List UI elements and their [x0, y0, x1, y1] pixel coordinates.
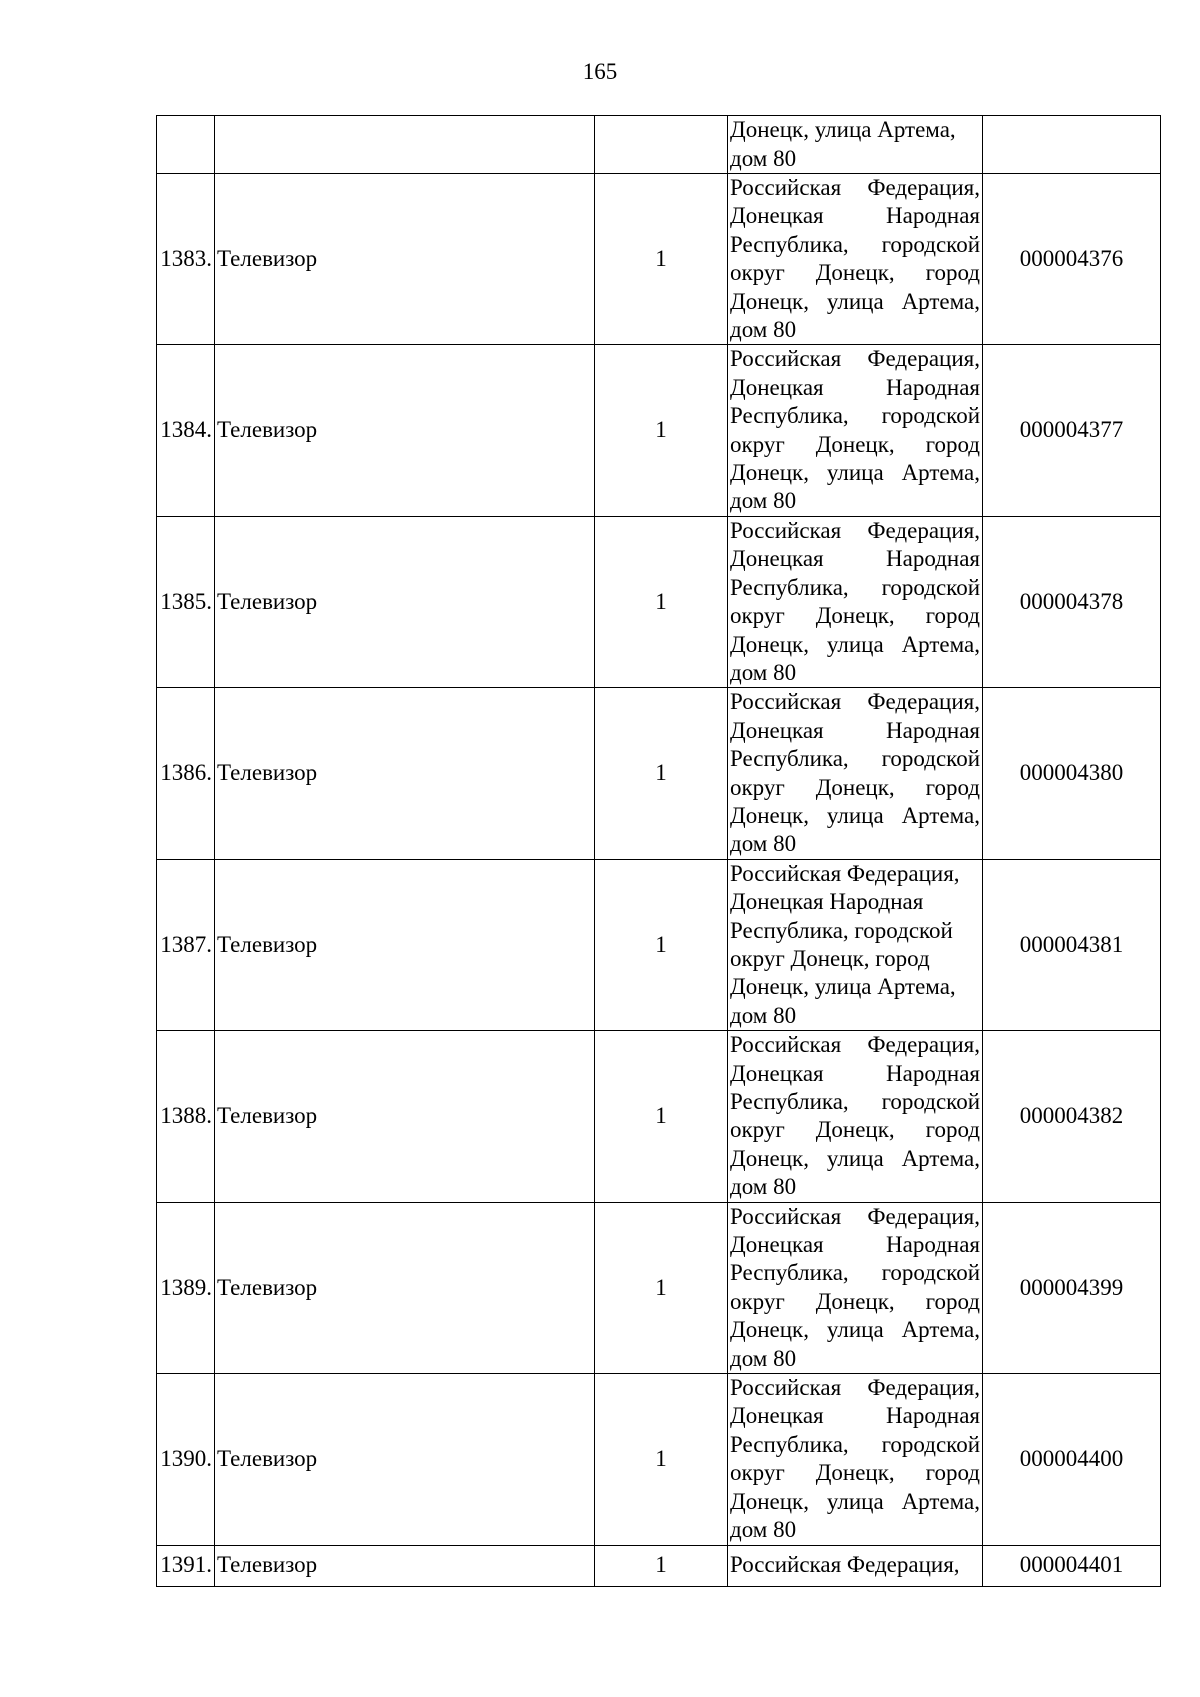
row-number-cell: 1383. [157, 174, 215, 345]
address-cell: Донецк, улица Артема, дом 80 [728, 116, 983, 174]
quantity-cell: 1 [595, 859, 728, 1030]
quantity-cell: 1 [595, 1374, 728, 1545]
quantity-cell: 1 [595, 1202, 728, 1373]
row-number-cell [157, 116, 215, 174]
row-number-cell: 1389. [157, 1202, 215, 1373]
row-number-cell: 1387. [157, 859, 215, 1030]
quantity-cell: 1 [595, 1031, 728, 1202]
item-name-cell: Телевизор [215, 345, 595, 516]
inventory-number-cell: 000004382 [983, 1031, 1161, 1202]
table-row [157, 345, 1161, 516]
address-cell: Российская Федерация, Донецкая Народная Республика, городской округ Донецк, город Донецк, улица Артема, дом 80 [728, 859, 983, 1030]
address-cell: Российская Федерация, Донецкая Народная Республика, городской округ Донецк, город Донецк, улица Артема, дом 80 [728, 174, 983, 345]
item-name-cell: Телевизор [215, 859, 595, 1030]
row-number-cell: 1385. [157, 516, 215, 687]
inventory-number-cell: 000004380 [983, 688, 1161, 859]
table-row-continued [157, 116, 1161, 174]
address-cell: Российская Федерация, Донецкая Народная Республика, городской округ Донецк, город Донецк, улица Артема, дом 80 [728, 1202, 983, 1373]
table-row [157, 1031, 1161, 1202]
inventory-number-cell: 000004377 [983, 345, 1161, 516]
quantity-cell: 1 [595, 1545, 728, 1586]
table-row [157, 859, 1161, 1030]
quantity-cell: 1 [595, 174, 728, 345]
inventory-number-cell: 000004378 [983, 516, 1161, 687]
item-name-cell: Телевизор [215, 688, 595, 859]
inventory-number-cell: 000004376 [983, 174, 1161, 345]
item-name-cell [215, 116, 595, 174]
address-cell: Российская Федерация, Донецкая Народная Республика, городской округ Донецк, город Донецк, улица Артема, дом 80 [728, 1374, 983, 1545]
quantity-cell: 1 [595, 516, 728, 687]
quantity-cell [595, 116, 728, 174]
item-name-cell: Телевизор [215, 1031, 595, 1202]
table-row [157, 516, 1161, 687]
table-row [157, 688, 1161, 859]
item-name-cell: Телевизор [215, 174, 595, 345]
inventory-number-cell [983, 116, 1161, 174]
address-cell: Российская Федерация, Донецкая Народная Республика, городской округ Донецк, город Донецк, улица Артема, дом 80 [728, 1031, 983, 1202]
address-cell: Российская Федерация, Донецкая Народная Республика, городской округ Донецк, город Донецк, улица Артема, дом 80 [728, 345, 983, 516]
address-cell: Российская Федерация, [728, 1545, 983, 1586]
page-number: 165 [582, 59, 618, 84]
row-number-cell: 1391. [157, 1545, 215, 1586]
row-number-cell: 1390. [157, 1374, 215, 1545]
table-row [157, 174, 1161, 345]
item-name-cell: Телевизор [215, 1545, 595, 1586]
address-cell: Российская Федерация, Донецкая Народная Республика, городской округ Донецк, город Донецк, улица Артема, дом 80 [728, 516, 983, 687]
table-row [157, 1374, 1161, 1545]
inventory-number-cell: 000004400 [983, 1374, 1161, 1545]
address-cell: Российская Федерация, Донецкая Народная Республика, городской округ Донецк, город Донецк, улица Артема, дом 80 [728, 688, 983, 859]
row-number-cell: 1388. [157, 1031, 215, 1202]
quantity-cell: 1 [595, 688, 728, 859]
row-number-cell: 1386. [157, 688, 215, 859]
inventory-number-cell: 000004381 [983, 859, 1161, 1030]
inventory-number-cell: 000004401 [983, 1545, 1161, 1586]
inventory-number-cell: 000004399 [983, 1202, 1161, 1373]
row-number-cell: 1384. [157, 345, 215, 516]
table-row [157, 1202, 1161, 1373]
item-name-cell: Телевизор [215, 516, 595, 687]
inventory-table [156, 115, 1161, 1587]
quantity-cell: 1 [595, 345, 728, 516]
item-name-cell: Телевизор [215, 1202, 595, 1373]
table-row-partial [157, 1545, 1161, 1586]
item-name-cell: Телевизор [215, 1374, 595, 1545]
